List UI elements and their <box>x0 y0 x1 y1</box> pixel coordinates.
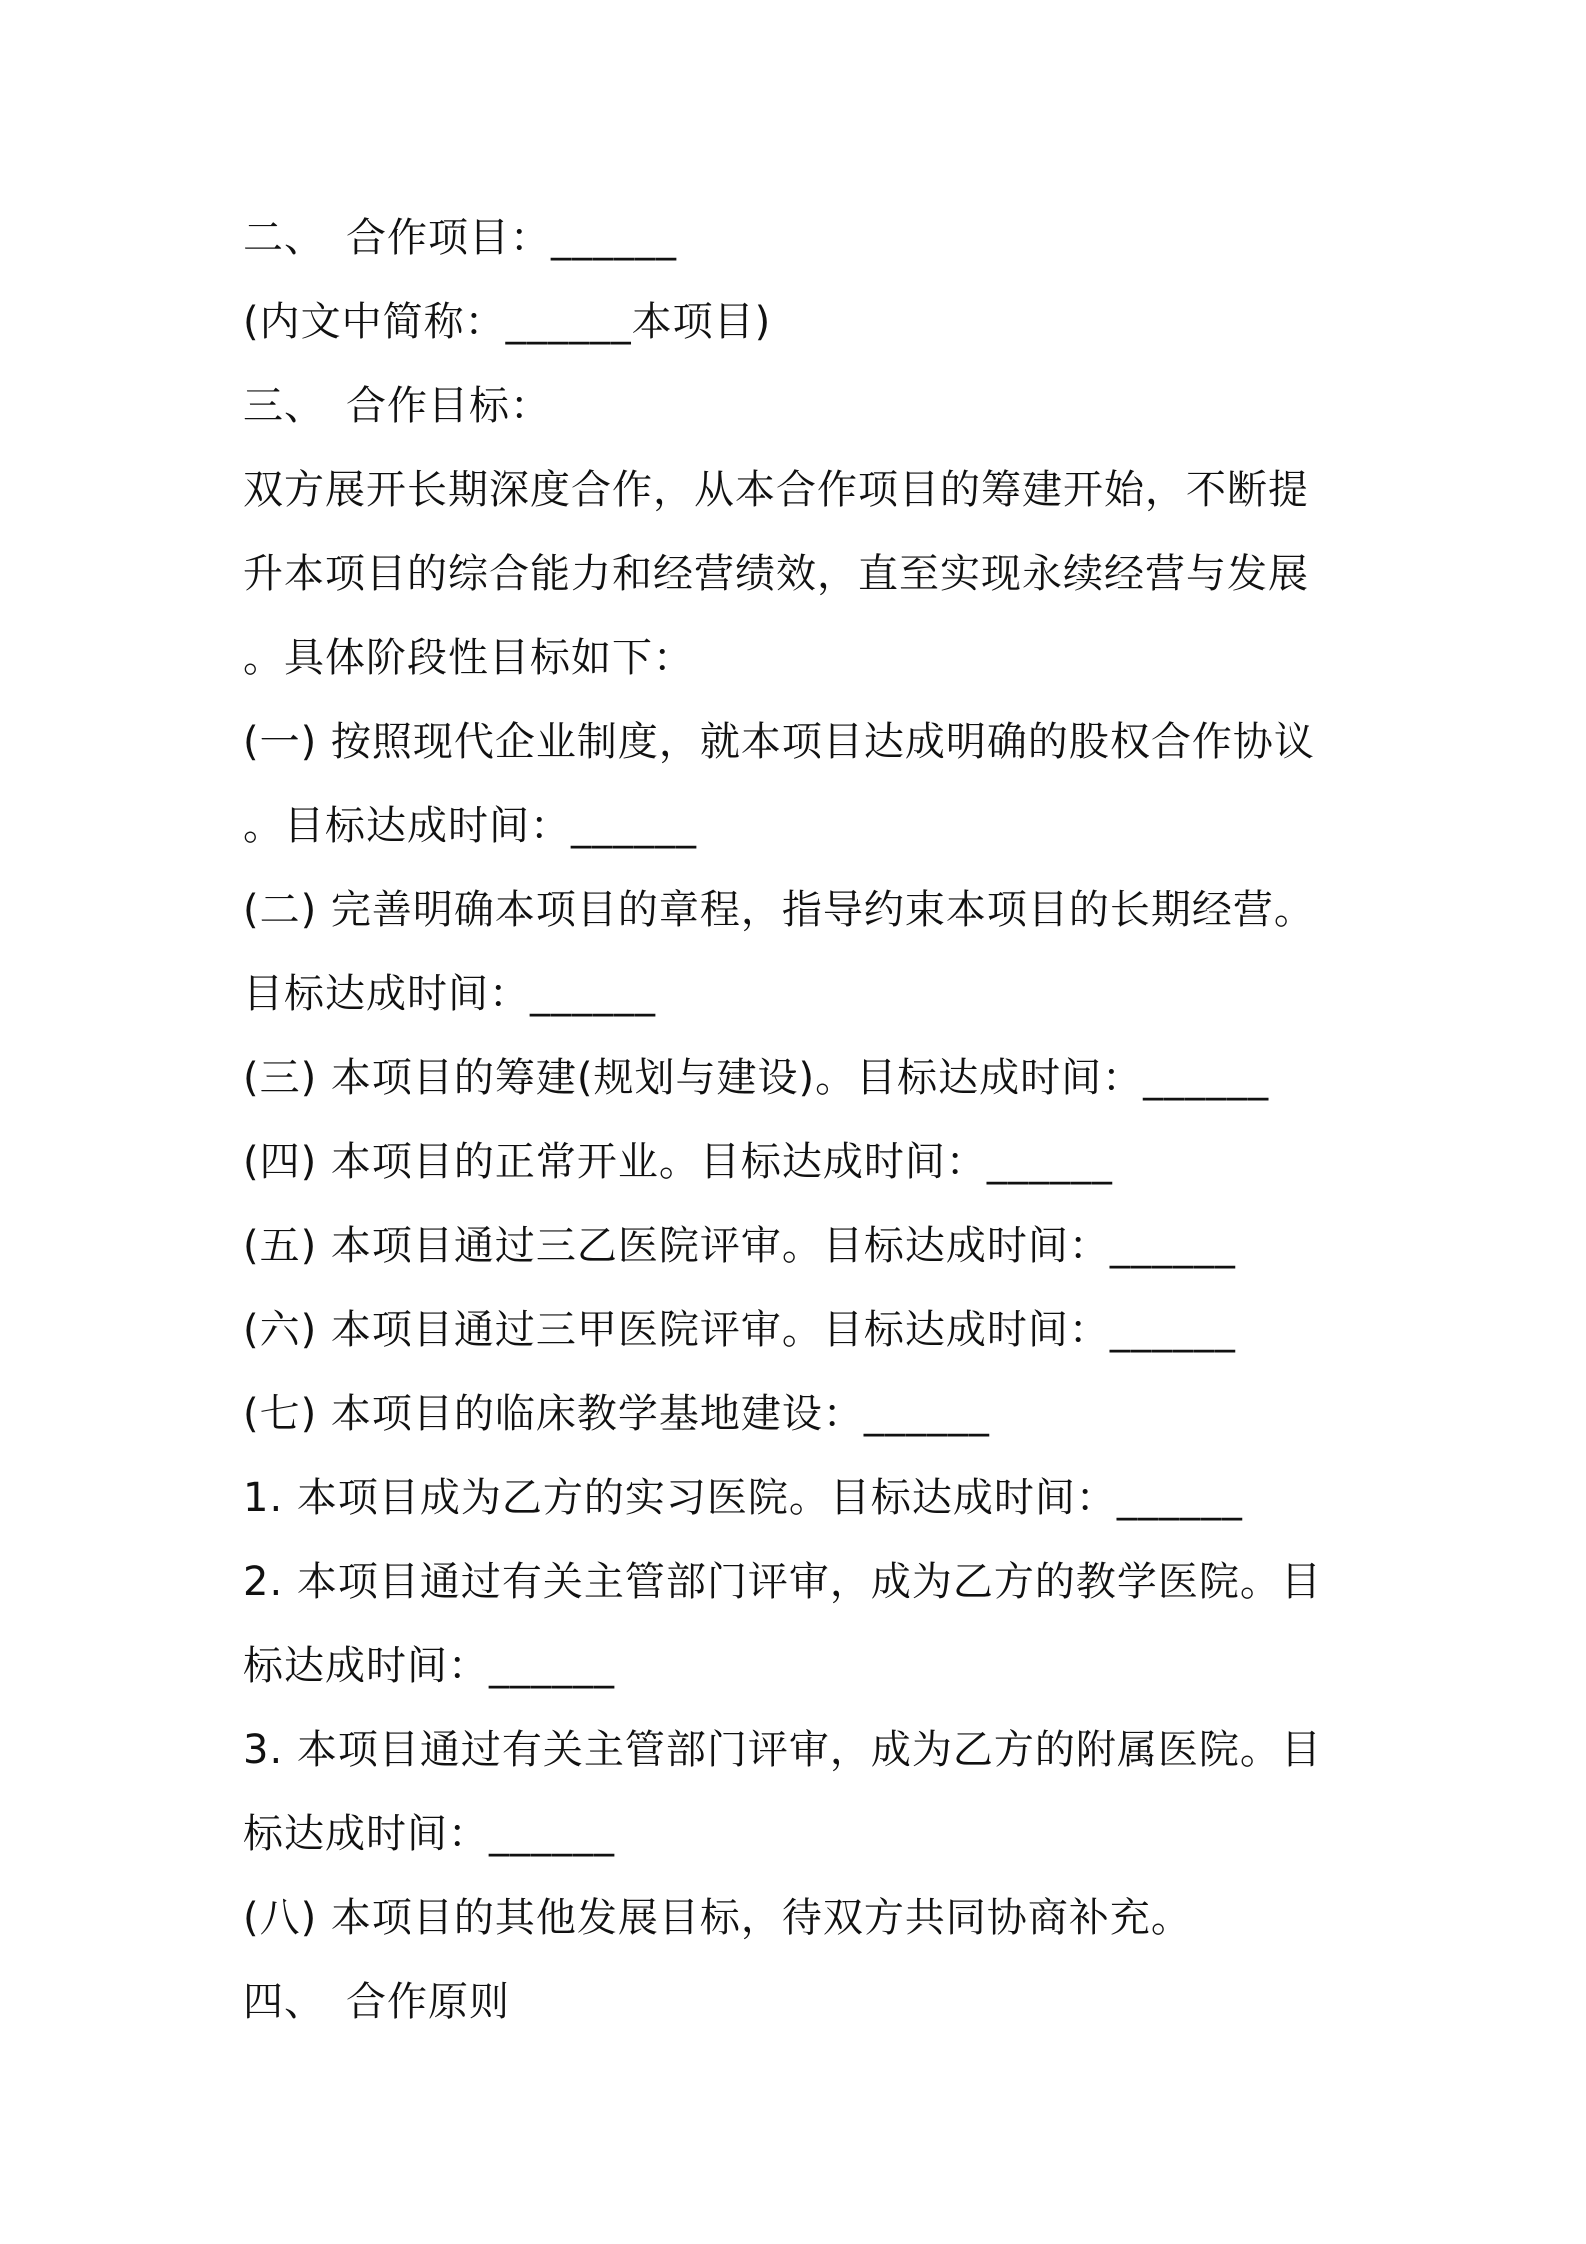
goal-item-2-continued: 目标达成时间：______ <box>243 971 656 1017</box>
section-heading-cooperation-project: 二、 合作项目：______ <box>243 215 677 261</box>
goal-item-4: (四) 本项目的正常开业。目标达成时间：______ <box>243 1139 1113 1185</box>
goal-item-8: (八) 本项目的其他发展目标，待双方共同协商补充。 <box>243 1895 1192 1941</box>
goal-item-7: (七) 本项目的临床教学基地建设：______ <box>243 1391 990 1437</box>
goal-item-1: (一) 按照现代企业制度，就本项目达成明确的股权合作协议 <box>243 719 1315 765</box>
goal-item-2: (二) 完善明确本项目的章程，指导约束本项目的长期经营。 <box>243 887 1315 933</box>
goal-item-5: (五) 本项目通过三乙医院评审。目标达成时间：______ <box>243 1223 1236 1269</box>
subgoal-item-2: 2. 本项目通过有关主管部门评审，成为乙方的教学医院。目 <box>243 1559 1322 1605</box>
goal-item-1-continued: 。目标达成时间：______ <box>243 803 697 849</box>
document-body <box>243 196 1353 2044</box>
goal-item-3: (三) 本项目的筹建(规划与建设)。目标达成时间：______ <box>243 1055 1270 1101</box>
section-heading-cooperation-goals: 三、 合作目标： <box>243 383 551 429</box>
paragraph-line: 双方展开长期深度合作，从本合作项目的筹建开始，不断提 <box>243 467 1309 513</box>
project-abbreviation-line: (内文中简称：______本项目) <box>243 299 772 345</box>
subgoal-item-1: 1. 本项目成为乙方的实习医院。目标达成时间：______ <box>243 1475 1243 1521</box>
paragraph-line: 升本项目的综合能力和经营绩效，直至实现永续经营与发展 <box>243 551 1309 597</box>
subgoal-item-3-continued: 标达成时间：______ <box>243 1811 615 1857</box>
goal-item-6: (六) 本项目通过三甲医院评审。目标达成时间：______ <box>243 1307 1236 1353</box>
section-heading-cooperation-principles: 四、 合作原则 <box>243 1979 510 2025</box>
paragraph-line: 。具体阶段性目标如下： <box>243 635 694 681</box>
subgoal-item-3: 3. 本项目通过有关主管部门评审，成为乙方的附属医院。目 <box>243 1727 1322 1773</box>
subgoal-item-2-continued: 标达成时间：______ <box>243 1643 615 1689</box>
